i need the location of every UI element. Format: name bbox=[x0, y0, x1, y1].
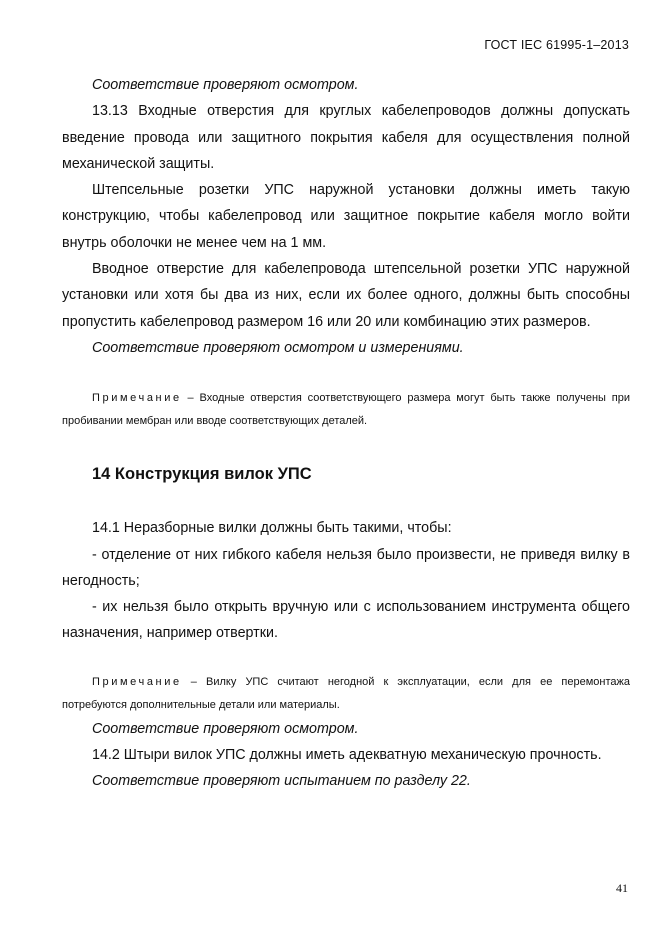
document-code: ГОСТ IEC 61995-1–2013 bbox=[484, 38, 629, 52]
clause-14-1: 14.1 Неразборные вилки должны быть такими, чтобы: bbox=[92, 520, 452, 537]
compliance-check-1: Соответствие проверяют осмотром. bbox=[92, 77, 359, 93]
note-1-text: – Входные отверстия соответствующего размера могут быть также получены при пробивании мембран или вводе соответствующих деталей. bbox=[62, 392, 630, 428]
note-2-text: – Вилку УПС считают негодной к эксплуатации, если для ее перемонтажа потребуются дополнительные детали или материалы. bbox=[62, 675, 630, 711]
page-content bbox=[62, 72, 630, 795]
compliance-check-4: Соответствие проверяют испытанием по разделу 22. bbox=[92, 773, 471, 790]
list-item-1: - отделение от них гибкого кабеля нельзя было произвести, не приведя вилку в негодность; bbox=[62, 546, 630, 589]
section-14-heading: 14 Конструкция вилок УПС bbox=[92, 465, 312, 484]
page-number: 41 bbox=[616, 881, 628, 895]
clause-13-13: 13.13 Входные отверстия для круглых кабелепроводов должны допускать введение провода или защитного покрытия кабеля для осуществления полной механической защиты. bbox=[62, 103, 630, 172]
note-1 bbox=[62, 387, 630, 433]
compliance-check-3: Соответствие проверяют осмотром. bbox=[92, 720, 359, 737]
list-item-2: - их нельзя было открыть вручную или с использованием инструмента общего назначения, например отвертки. bbox=[62, 599, 630, 642]
paragraph-inlet-opening: Вводное отверстие для кабелепровода штепсельной розетки УПС наружной установки или хотя бы два из них, если их более одного, должны быть способны пропустить кабелепровод размером 16 или 20 или комбинацию этих размеров. bbox=[62, 261, 630, 330]
paragraph-outdoor-sockets: Штепсельные розетки УПС наружной установки должны иметь такую конструкцию, чтобы кабелепровод или защитное покрытие кабеля могло войти внутрь оболочки не менее чем на 1 мм. bbox=[62, 182, 630, 251]
clause-14-2: 14.2 Штыри вилок УПС должны иметь адекватную механическую прочность. bbox=[92, 747, 602, 764]
compliance-check-2: Соответствие проверяют осмотром и измерениями. bbox=[92, 339, 464, 356]
note-2-label: Примечание bbox=[92, 675, 182, 688]
note-1-label: Примечание bbox=[92, 392, 182, 405]
note-2 bbox=[62, 671, 630, 717]
